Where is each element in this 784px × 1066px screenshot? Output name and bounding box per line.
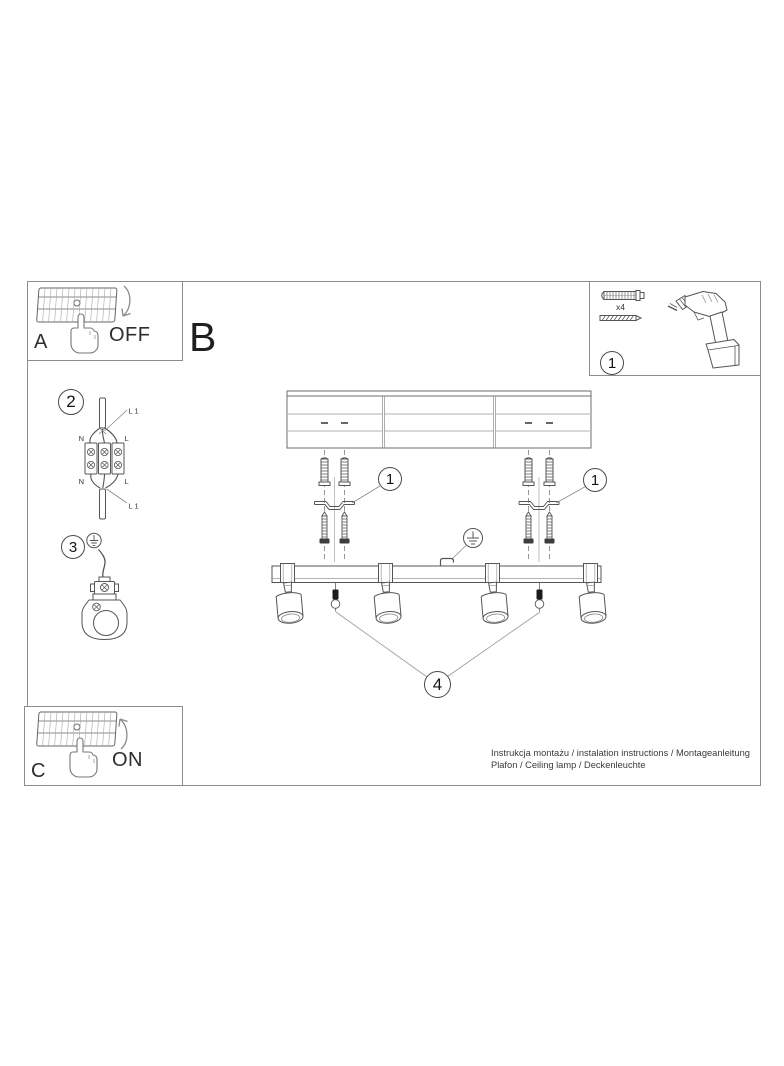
step-a-panel <box>27 281 183 361</box>
footer-line1: Instrukcja montażu / instalation instructions / Montageanleitung <box>491 748 750 758</box>
step-c-panel <box>24 706 183 786</box>
lamp-mount <box>486 564 500 583</box>
anchor-badge-left: 1 <box>378 467 402 491</box>
wire-label-l1-bottom: L 1 <box>128 501 139 511</box>
lamp-mount <box>281 564 295 583</box>
mounting-screw <box>524 512 533 543</box>
footer-line2: Plafon / Ceiling lamp / Deckenleuchte <box>491 759 646 770</box>
screw-icon <box>600 316 641 321</box>
anchor-quantity-label: x4 <box>616 302 625 312</box>
earth-symbol-icon <box>464 529 483 548</box>
step-a-letter: A <box>34 331 48 353</box>
spotlight <box>373 581 401 624</box>
spotlight <box>275 581 303 624</box>
step-2-badge: 2 <box>58 389 84 415</box>
adjust-screw-badge: 4 <box>424 671 451 698</box>
drill-icon <box>668 292 739 369</box>
parts-box <box>589 281 761 376</box>
cable-top <box>100 398 106 428</box>
wire-label-n-bottom: N <box>78 477 84 486</box>
step-b-letter: B <box>189 314 217 360</box>
adjustment-screw <box>331 583 340 612</box>
switch-off-illustration <box>28 282 182 360</box>
terminal-block <box>85 443 124 474</box>
lamp-mount <box>584 564 598 583</box>
mounting-bracket-plate <box>82 594 127 640</box>
lamp-mount <box>379 564 393 583</box>
spotlight <box>480 581 508 624</box>
anchor-badge-right: 1 <box>583 468 607 492</box>
wall-plug-icon <box>602 291 644 301</box>
light-switch-icon <box>37 288 117 322</box>
wire-label-l-top: L <box>124 434 129 443</box>
wire-label-l1-top: L 1 <box>128 406 139 416</box>
spotlight <box>578 581 606 624</box>
cable-bottom <box>100 489 106 519</box>
wall-anchor <box>339 458 350 486</box>
mounting-bar <box>272 566 601 583</box>
wall-anchor <box>523 458 534 486</box>
mounting-screw <box>340 512 349 543</box>
adjustment-screw <box>535 583 544 612</box>
power-off-label: OFF <box>109 324 151 346</box>
ceiling-illustration <box>287 391 591 448</box>
parts-step-badge: 1 <box>600 351 624 375</box>
footer-text <box>491 748 750 772</box>
mounting-diagram <box>260 385 640 705</box>
switch-on-illustration <box>25 707 182 785</box>
arrow-up-icon <box>119 719 128 749</box>
step-c-letter: C <box>31 760 46 782</box>
wire-label-l-bottom: L <box>124 477 129 486</box>
cable-clamp <box>91 577 119 594</box>
mounting-screw <box>545 512 554 543</box>
wire-label-n-top: N <box>78 434 84 443</box>
step-3-badge: 3 <box>61 535 85 559</box>
earth-symbol-icon <box>87 533 101 547</box>
ground-wire <box>441 559 454 567</box>
arrow-down-icon <box>122 286 131 316</box>
wall-anchor <box>319 458 330 486</box>
mounting-screw <box>320 512 329 543</box>
wall-anchor <box>544 458 555 486</box>
power-on-label: ON <box>112 749 143 771</box>
ground-wire <box>99 550 106 578</box>
